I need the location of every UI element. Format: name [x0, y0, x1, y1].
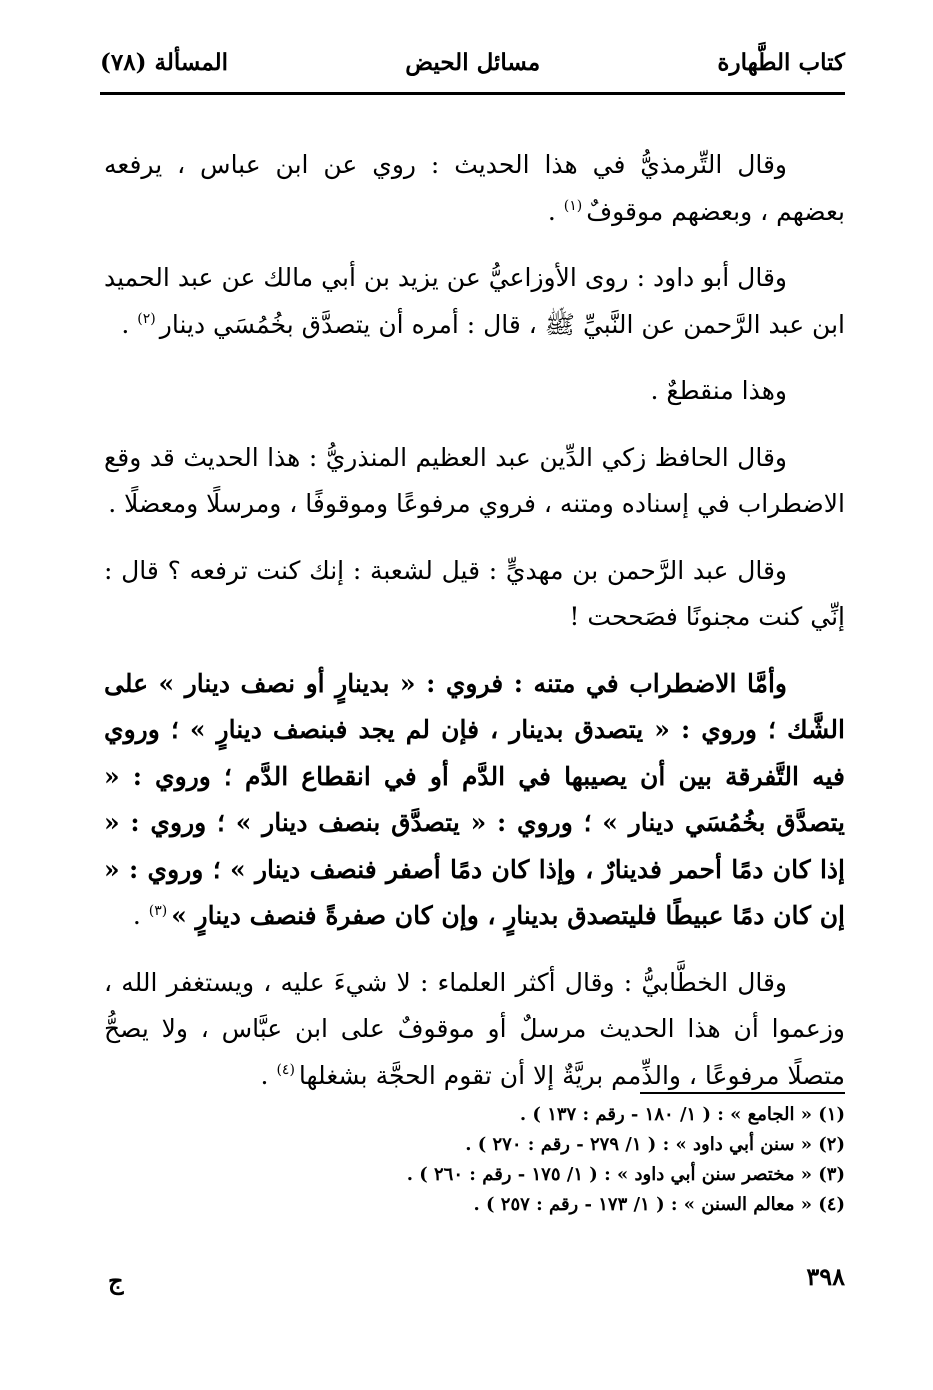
footnote-ref: (٤) [276, 1062, 295, 1079]
header-issue-number: المسألة (٧٨) [100, 48, 229, 76]
footnote-ref: (١) [563, 198, 583, 215]
footnote-rule [640, 1092, 845, 1094]
paragraph-text: وقال التِّرمذيُّ في هذا الحديث : روي عن ابن عباس ، يرفعه بعضهم ، وبعضهم موقوفٌ [104, 150, 845, 226]
paragraph-text: وهذا منقطعٌ . [650, 376, 787, 405]
paragraph-text: وقال عبد الرَّحمن بن مهديٍّ : قيل لشعبة : إنك كنت ترفعه ؟ قال : إنِّي كنت مجنونًا فصَححت ! [104, 555, 845, 631]
signature-mark: ج [108, 1266, 124, 1295]
paragraph [104, 368, 845, 415]
paragraph [104, 661, 845, 940]
paragraph-end: . [121, 309, 138, 339]
paragraph-end: . [547, 196, 564, 226]
paragraph [104, 142, 845, 235]
paragraph-end: . [132, 901, 149, 930]
running-header [100, 42, 845, 82]
footnote-line: (١) « الجامع » : ( ١/ ١٨٠ - رقم : ١٣٧ ) . [519, 1104, 845, 1125]
paragraph [104, 548, 845, 641]
header-book-title: كتاب الطَّهارة [717, 48, 845, 76]
paragraph-text: وقال الحافظ زكي الدِّين عبد العظيم المنذريُّ : هذا الحديث قد وقع الاضطراب في إسناده ومتنه ، فروي مرفوعًا وموقوفًا ، ومرسلًا ومعضلًا . [104, 442, 845, 518]
paragraph-text: وأمَّا الاضطراب في متنه : فروي : « بدينارٍ أو نصف دينار » على الشَّك ؛ وروي : « يتصدق بدينار ، فإن لم يجد فبنصف دينارٍ » ؛ وروي فيه التَّفرقة بين أن يصيبها في الدَّم أو في انقطاع الدَّم ؛ وروي : « يتصدَّق بخُمُسَي دينار » ؛ وروي : « يتصدَّق بنصف دينار » ؛ وروي : « إذا كان دمًا أحمر فدينارٌ ، وإذا كان دمًا أصفر فنصف دينار » ؛ وروي : « إن كان دمًا عبيطًا فليتصدق بدينارٍ ، وإن كان صفرةً فنصف دينارٍ » [104, 668, 845, 930]
main-text [104, 142, 845, 1119]
header-chapter-title: مسائل الحيض [405, 48, 541, 76]
paragraph-text: وقال الخطَّابيُّ : وقال أكثر العلماء : لا شيءَ عليه ، ويستغفر الله ، وزعموا أن هذا الحديث مرسلٌ أو موقوفٌ على ابن عبَّاس ، ولا يصحُّ متصلًا مرفوعًا ، والذِّمم بريَّةٌ إلا أن تقوم الحجَّة بشغلها [104, 967, 845, 1090]
header-rule [100, 92, 845, 95]
footnote-line: (٢) « سنن أبي داود » : ( ١/ ٢٧٩ - رقم : ٢٧٠ ) . [465, 1134, 845, 1155]
paragraph [104, 255, 845, 348]
footnote-ref: (٢) [137, 311, 156, 328]
footnote-line: (٣) « مختصر سنن أبي داود » : ( ١/ ١٧٥ - رقم : ٢٦٠ ) . [406, 1164, 845, 1185]
paragraph-text: وقال أبو داود : روى الأوزاعيُّ عن يزيد بن أبي مالك عن عبد الحميد ابن عبد الرَّحمن عن النَّبيِّ ﷺ ، قال : أمره أن يتصدَّق بخُمُسَي دينار [104, 263, 845, 339]
paragraph [104, 960, 845, 1100]
page-number: ٣٩٨ [806, 1262, 845, 1291]
footnotes [300, 1100, 845, 1220]
footnote-ref: (٣) [148, 902, 168, 919]
paragraph [104, 435, 845, 528]
paragraph-end: . [260, 1060, 277, 1090]
footnote-line: (٤) « معالم السنن » : ( ١/ ١٧٣ - رقم : ٢٥٧ ) . [473, 1194, 845, 1215]
